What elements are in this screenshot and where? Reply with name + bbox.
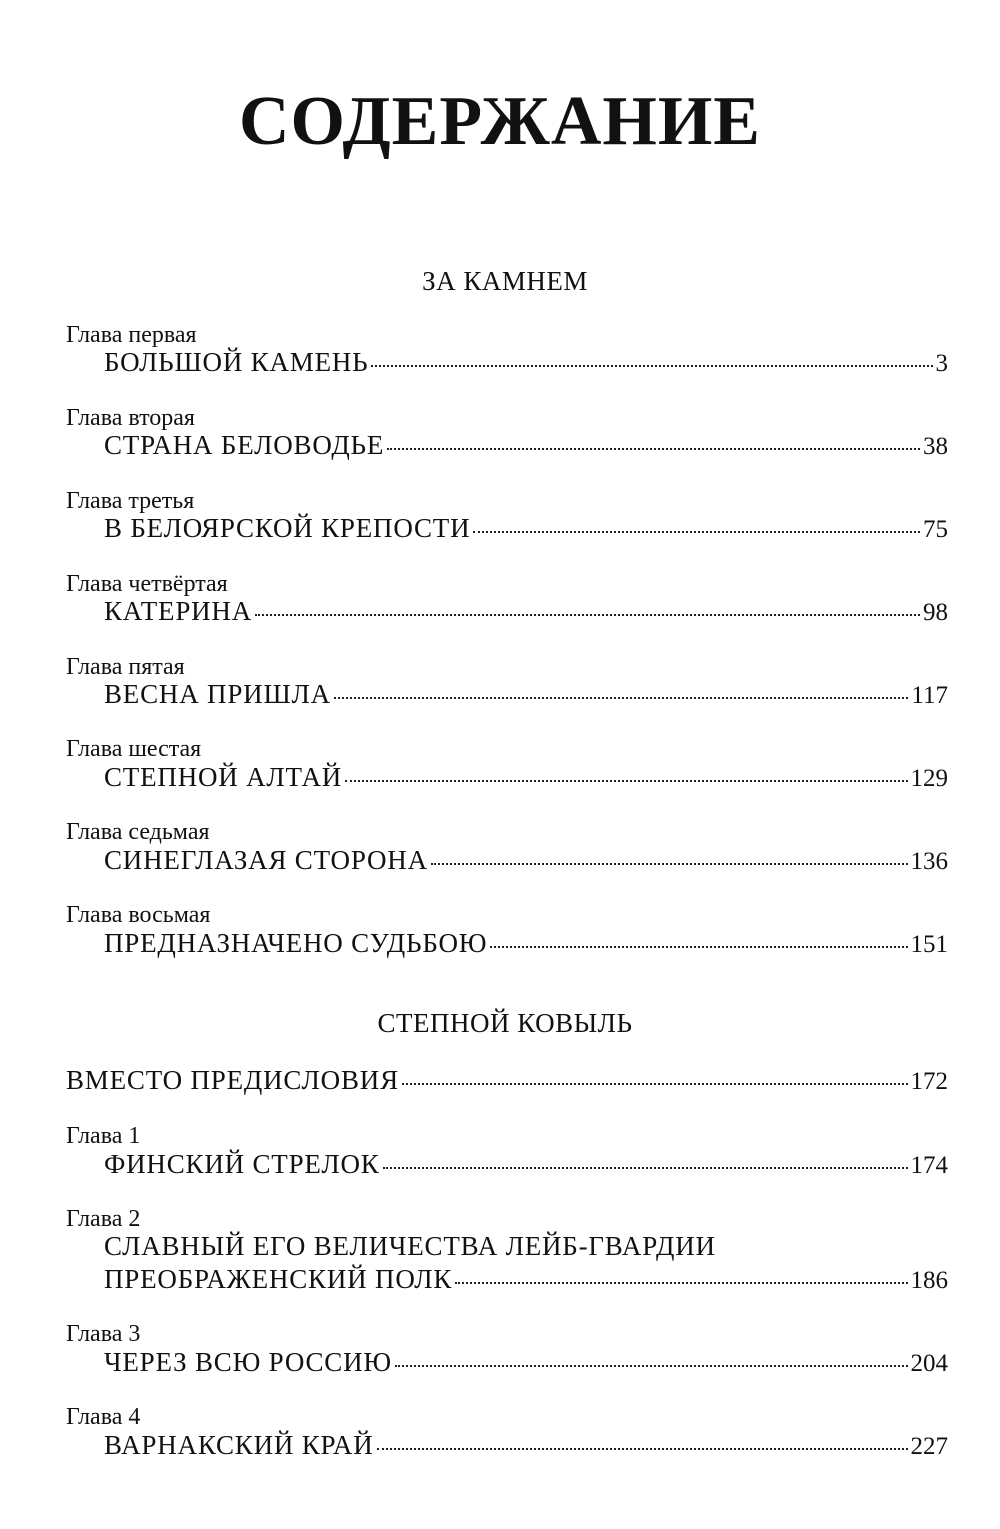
chapter-title: СТЕПНОЙ АЛТАЙ bbox=[104, 762, 343, 792]
chapter-label: Глава 4 bbox=[66, 1404, 141, 1430]
chapter-label: Глава третья bbox=[66, 488, 195, 514]
chapter-title: КАТЕРИНА bbox=[104, 596, 253, 626]
chapter-label: Глава седьмая bbox=[66, 819, 210, 845]
toc-entry[interactable] bbox=[104, 1429, 948, 1461]
page-number: 3 bbox=[935, 350, 948, 377]
toc-entry[interactable] bbox=[104, 346, 948, 378]
chapter-label: Глава восьмая bbox=[66, 902, 211, 928]
dot-leader bbox=[473, 531, 920, 533]
toc-entry[interactable] bbox=[104, 429, 948, 461]
chapter-title: СТРАНА БЕЛОВОДЬЕ bbox=[104, 430, 385, 460]
chapter-label: Глава 1 bbox=[66, 1123, 141, 1149]
page-number: 172 bbox=[910, 1068, 948, 1095]
chapter-title: СИНЕГЛАЗАЯ СТОРОНА bbox=[104, 845, 428, 875]
chapter-label: Глава четвёртая bbox=[66, 571, 228, 597]
chapter-title: ПРЕОБРАЖЕНСКИЙ ПОЛК bbox=[104, 1264, 453, 1294]
chapter-label: Глава шестая bbox=[66, 736, 202, 762]
chapter-label: Глава 3 bbox=[66, 1321, 141, 1347]
dot-leader bbox=[402, 1083, 908, 1085]
page-number: 129 bbox=[910, 765, 948, 792]
toc-entry[interactable] bbox=[104, 927, 948, 959]
dot-leader bbox=[383, 1167, 908, 1169]
page-number: 186 bbox=[910, 1267, 948, 1294]
page-number: 38 bbox=[923, 433, 948, 460]
dot-leader bbox=[431, 863, 908, 865]
dot-leader bbox=[345, 780, 907, 782]
chapter-title: ФИНСКИЙ СТРЕЛОК bbox=[104, 1149, 380, 1179]
toc-entry[interactable] bbox=[104, 844, 948, 876]
preface-title: ВМЕСТО ПРЕДИСЛОВИЯ bbox=[66, 1065, 399, 1095]
dot-leader bbox=[395, 1365, 908, 1367]
toc-entry[interactable] bbox=[104, 678, 948, 710]
page-number: 117 bbox=[911, 682, 948, 709]
chapter-title: БОЛЬШОЙ КАМЕНЬ bbox=[104, 347, 369, 377]
chapter-label: Глава 2 bbox=[66, 1206, 141, 1232]
chapter-label: Глава первая bbox=[66, 322, 197, 348]
dot-leader bbox=[255, 614, 920, 616]
dot-leader bbox=[490, 946, 907, 948]
page-title: СОДЕРЖАНИЕ bbox=[238, 83, 761, 160]
page-number: 227 bbox=[910, 1433, 948, 1460]
page-number: 136 bbox=[910, 848, 948, 875]
chapter-title: ЧЕРЕЗ ВСЮ РОССИЮ bbox=[104, 1347, 392, 1377]
toc-entry[interactable] bbox=[104, 1148, 948, 1180]
page-number: 98 bbox=[923, 599, 948, 626]
part-title-stepnoy-kovyl: СТЕПНОЙ КОВЫЛЬ bbox=[377, 1008, 633, 1038]
dot-leader bbox=[377, 1448, 908, 1450]
dot-leader bbox=[334, 697, 909, 699]
chapter-title: ВЕСНА ПРИШЛА bbox=[104, 679, 331, 709]
dot-leader bbox=[455, 1282, 907, 1284]
chapter-title-line1: СЛАВНЫЙ ЕГО ВЕЛИЧЕСТВА ЛЕЙБ-ГВАРДИИ bbox=[104, 1231, 716, 1261]
toc-entry[interactable] bbox=[104, 1346, 948, 1378]
toc-entry[interactable] bbox=[104, 595, 948, 627]
chapter-title: ПРЕДНАЗНАЧЕНО СУДЬБОЮ bbox=[104, 928, 488, 958]
page-number: 151 bbox=[910, 931, 948, 958]
page-number: 75 bbox=[923, 516, 948, 543]
dot-leader bbox=[371, 365, 932, 367]
chapter-label: Глава пятая bbox=[66, 654, 185, 680]
toc-entry-preface[interactable] bbox=[66, 1064, 948, 1096]
page-number: 174 bbox=[910, 1152, 948, 1179]
chapter-label: Глава вторая bbox=[66, 405, 195, 431]
chapter-title: В БЕЛОЯРСКОЙ КРЕПОСТИ bbox=[104, 513, 471, 543]
toc-entry[interactable] bbox=[104, 1263, 948, 1295]
page-number: 204 bbox=[910, 1350, 948, 1377]
part-title-za-kamnem: ЗА КАМНЕМ bbox=[422, 266, 588, 296]
dot-leader bbox=[387, 448, 920, 450]
chapter-title: ВАРНАКСКИЙ КРАЙ bbox=[104, 1430, 374, 1460]
toc-entry[interactable] bbox=[104, 761, 948, 793]
toc-entry[interactable] bbox=[104, 512, 948, 544]
